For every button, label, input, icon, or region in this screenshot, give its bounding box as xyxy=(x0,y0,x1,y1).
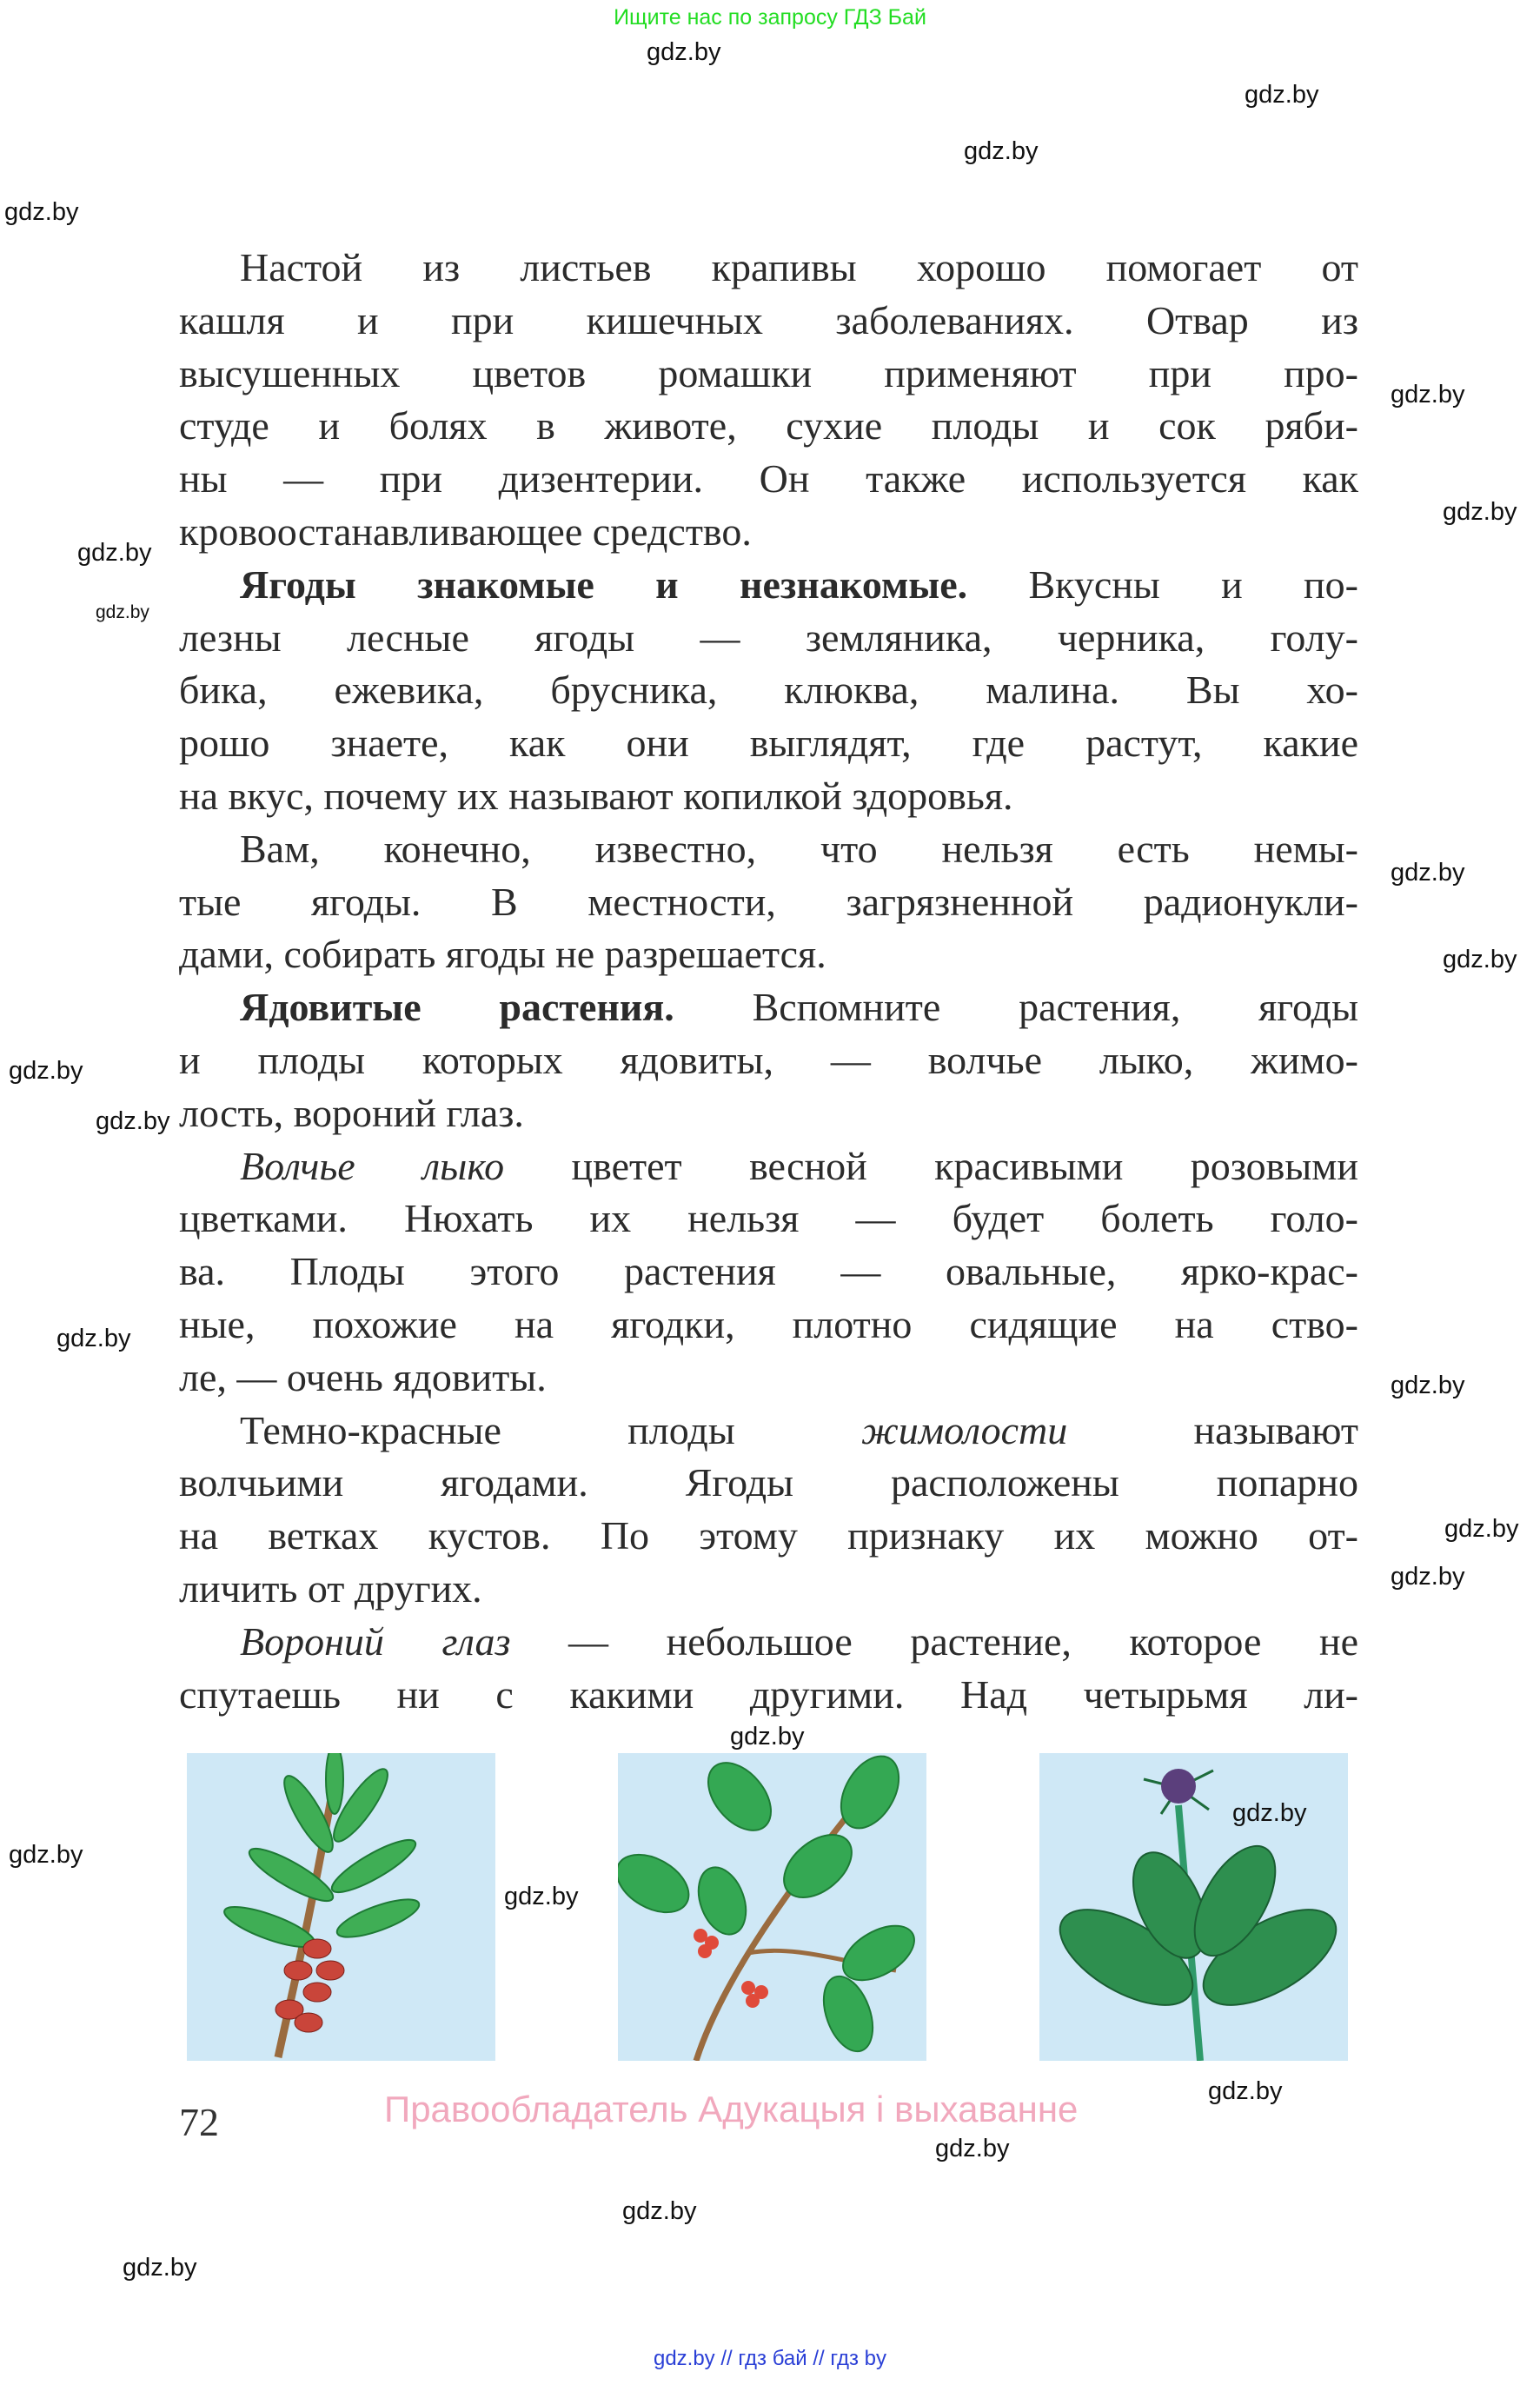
bold-heading: Ядовитые растения. xyxy=(240,985,674,1030)
text-line xyxy=(179,1192,1358,1246)
text-line xyxy=(179,1299,1358,1352)
text-line xyxy=(179,1457,1358,1510)
text-line xyxy=(179,400,1358,453)
text-line xyxy=(179,928,1358,981)
top-banner-link[interactable]: Ищите нас по запросу ГДЗ Бай xyxy=(614,5,926,30)
text-line xyxy=(179,1352,1358,1405)
text-segment: рошо знаете, как они выглядят, где растут, какие xyxy=(179,721,1358,766)
text-segment: на ветках кустов. По этому признаку их можно от- xyxy=(179,1513,1358,1558)
watermark-link[interactable]: gdz.by xyxy=(9,1057,83,1085)
text-segment: кашля и при кишечных заболеваниях. Отвар из xyxy=(179,297,1358,342)
watermark-link[interactable]: gdz.by xyxy=(504,1883,579,1910)
text-segment: цветками. Нюхать их нельзя — будет болеть голо- xyxy=(179,1196,1358,1241)
text-line xyxy=(179,506,1358,559)
text-line xyxy=(179,295,1358,348)
text-line xyxy=(179,1140,1358,1193)
text-segment: бика, ежевика, брусника, клюква, малина. Вы хо- xyxy=(179,668,1358,713)
watermark-link[interactable]: gdz.by xyxy=(1391,381,1465,409)
text-line xyxy=(179,559,1358,612)
text-segment: дами, собирать ягоды не разрешается. xyxy=(179,932,826,977)
text-line xyxy=(179,717,1358,770)
text-segment: ва. Плоды этого растения — овальные, ярко-крас- xyxy=(179,1249,1358,1294)
watermark-link[interactable]: gdz.by xyxy=(1443,498,1517,526)
text-line xyxy=(179,981,1358,1034)
watermark-link[interactable]: gdz.by xyxy=(964,137,1039,165)
text-line xyxy=(179,1669,1358,1722)
body-text xyxy=(179,242,1358,1721)
text-line xyxy=(179,1616,1358,1669)
text-line xyxy=(179,612,1358,665)
watermark-link[interactable]: gdz.by xyxy=(1232,1799,1307,1827)
watermark-link[interactable]: gdz.by xyxy=(1444,1515,1519,1543)
text-segment: лость, вороний глаз. xyxy=(179,1090,524,1135)
copyright-notice: Правообладатель Адукацыя і выхаванне xyxy=(384,2089,1079,2129)
italic-term: жимолости xyxy=(860,1407,1068,1452)
illustration-honeysuckle xyxy=(618,1753,926,2061)
text-line xyxy=(179,348,1358,401)
text-line xyxy=(179,1246,1358,1299)
wolfsbast-plant-icon xyxy=(187,1753,495,2061)
watermark-link[interactable]: gdz.by xyxy=(1391,1563,1465,1591)
watermark-link[interactable]: gdz.by xyxy=(1208,2077,1283,2105)
text-segment: называют xyxy=(1067,1407,1358,1452)
text-segment: ные, похожие на ягодки, плотно сидящие на ство- xyxy=(179,1301,1358,1346)
text-segment: ле, — очень ядовиты. xyxy=(179,1354,547,1399)
watermark-link[interactable]: gdz.by xyxy=(4,198,79,226)
text-segment: Вам, конечно, известно, что нельзя есть немы- xyxy=(240,826,1358,871)
watermark-link[interactable]: gdz.by xyxy=(647,38,721,66)
text-segment: на вкус, почему их называют копилкой здоровья. xyxy=(179,773,1013,818)
text-line xyxy=(179,664,1358,717)
text-line xyxy=(179,876,1358,929)
text-line xyxy=(179,1405,1358,1458)
text-line xyxy=(179,453,1358,506)
watermark-link[interactable]: gdz.by xyxy=(123,2254,197,2282)
text-line xyxy=(179,1034,1358,1087)
text-segment: студе и болях в животе, сухие плоды и сок ряби- xyxy=(179,403,1358,448)
text-segment: высушенных цветов ромашки применяют при про- xyxy=(179,350,1358,395)
text-segment: кровоостанавливающее средство. xyxy=(179,508,752,554)
watermark-link[interactable]: gdz.by xyxy=(1443,946,1517,973)
text-line xyxy=(179,1510,1358,1563)
watermark-link[interactable]: gdz.by xyxy=(77,539,152,567)
text-line xyxy=(179,1087,1358,1140)
text-segment: Вспомните растения, ягоды xyxy=(674,985,1358,1030)
bold-heading: Ягоды знакомые и незнакомые. xyxy=(240,561,968,607)
watermark-link[interactable]: gdz.by xyxy=(56,1325,131,1352)
watermark-link[interactable]: gdz.by xyxy=(1245,81,1319,109)
watermark-link[interactable]: gdz.by xyxy=(1391,1372,1465,1399)
text-segment: — небольшое растение, которое не xyxy=(510,1618,1358,1664)
italic-term: Волчье лыко xyxy=(240,1143,505,1188)
text-line xyxy=(179,1563,1358,1616)
text-segment: спутаешь ни с какими другими. Над четырьмя ли- xyxy=(179,1671,1358,1717)
watermark-link[interactable]: gdz.by xyxy=(96,602,149,622)
text-segment: тые ягоды. В местности, загрязненной радионукли- xyxy=(179,879,1358,924)
watermark-link[interactable]: gdz.by xyxy=(96,1107,170,1135)
watermark-link[interactable]: gdz.by xyxy=(622,2197,697,2225)
page-number: 72 xyxy=(179,2100,219,2144)
text-segment: цветет весной красивыми розовыми xyxy=(504,1143,1358,1188)
watermark-link[interactable]: gdz.by xyxy=(1391,859,1465,887)
italic-term: Вороний глаз xyxy=(240,1618,511,1664)
text-segment: ны — при дизентерии. Он также используется как xyxy=(179,456,1358,502)
text-line xyxy=(179,770,1358,823)
text-line xyxy=(179,823,1358,876)
text-segment: лезны лесные ягоды — земляника, черника, голу- xyxy=(179,615,1358,660)
honeysuckle-plant-icon xyxy=(618,1753,926,2061)
text-segment: Настой из листьев крапивы хорошо помогает от xyxy=(240,245,1358,289)
illustration-wolfsbast xyxy=(187,1753,495,2061)
text-segment: и плоды которых ядовиты, — волчье лыко, жимо- xyxy=(179,1037,1358,1082)
footer-links[interactable]: gdz.by // гдз бай // гдз by xyxy=(653,2347,887,2370)
watermark-link[interactable]: gdz.by xyxy=(730,1723,805,1751)
text-segment: волчьими ягодами. Ягоды расположены попарно xyxy=(179,1460,1358,1505)
text-line xyxy=(179,242,1358,295)
text-segment: Вкусны и по- xyxy=(967,561,1358,607)
watermark-link[interactable]: gdz.by xyxy=(935,2135,1010,2162)
watermark-link[interactable]: gdz.by xyxy=(9,1841,83,1869)
text-segment: личить от других. xyxy=(179,1565,482,1611)
text-segment: Темно-красные плоды xyxy=(240,1407,861,1452)
